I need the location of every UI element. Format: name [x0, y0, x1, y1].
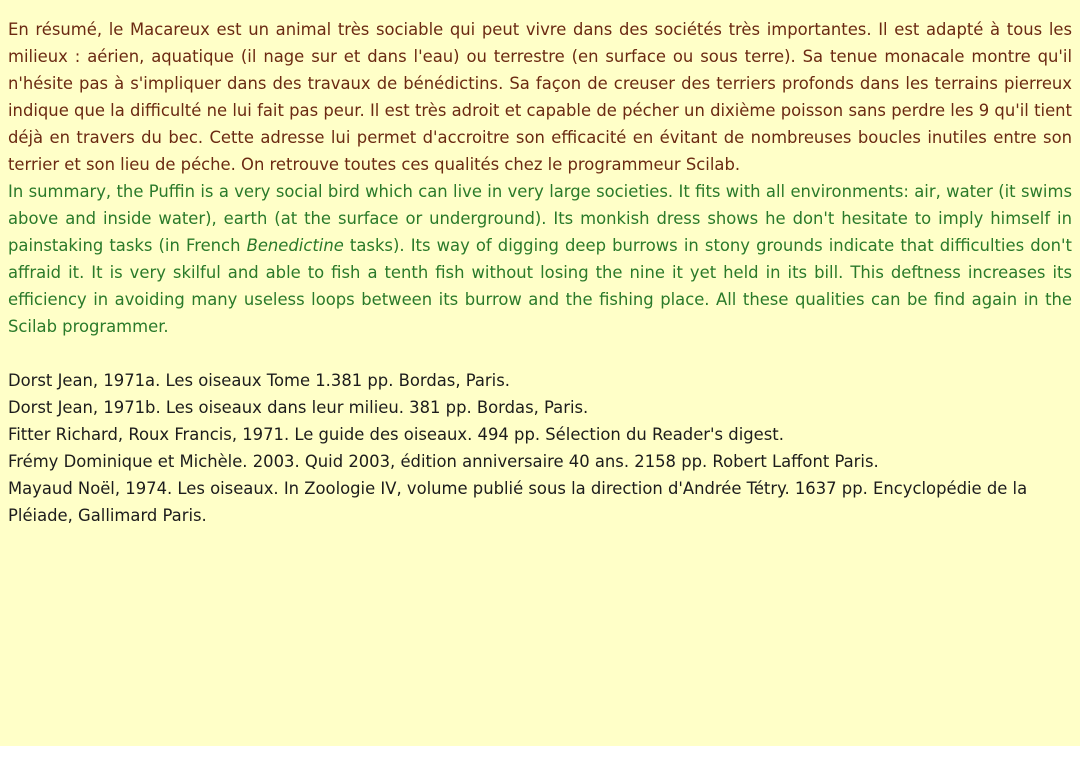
summary-english-emphasis: Benedictine [246, 236, 344, 255]
reference-item: Fitter Richard, Roux Francis, 1971. Le guide des oiseaux. 494 pp. Sélection du Reader's digest. [8, 425, 784, 444]
page-bottom-edge [0, 746, 1080, 764]
summary-english [8, 178, 1072, 340]
reference-item: Dorst Jean, 1971b. Les oiseaux dans leur milieu. 381 pp. Bordas, Paris. [8, 398, 589, 417]
reference-list [8, 367, 1072, 529]
summary-english-start: In summary, the Puffin is a very social bird which can live in very large societies. It fits with all environments: air, water (it swims above and inside water), earth (at the surface or underground). Its monkish dress shows he don't hesitate to imply himself in painstaking tasks (in French [8, 182, 1072, 255]
document-content [8, 16, 1072, 529]
summary-french: En résumé, le Macareux est un animal très sociable qui peut vivre dans des sociétés très importantes. Il est adapté à tous les milieux : aérien, aquatique (il nage sur et dans l'eau) ou terrestre (en surface ou sous terre). Sa tenue monacale montre qu'il n'hésite pas à s'impliquer dans des travaux de bénédictins. Sa façon de creuser des terriers profonds dans les terrains pierreux indique que la difficulté ne lui fait pas peur. Il est très adroit et capable de pécher un dixième poisson sans perdre les 9 qu'il tient déjà en travers du bec. Cette adresse lui permet d'accroitre son efficacité en évitant de nombreuses boucles inutiles entre son terrier et son lieu de péche. On retrouve toutes ces qualités chez le programmeur Scilab. [8, 20, 1072, 174]
spacer [8, 340, 1072, 367]
reference-item: Dorst Jean, 1971a. Les oiseaux Tome 1.381 pp. Bordas, Paris. [8, 371, 510, 390]
reference-item: Mayaud Noël, 1974. Les oiseaux. In Zoologie IV, volume publié sous la direction d'Andrée Tétry. 1637 pp. Encyclopédie de la Pléiade, Gallimard Paris. [8, 479, 1028, 525]
summary-english-end: tasks). Its way of digging deep burrows in stony grounds indicate that difficulties don't affraid it. It is very skilful and able to fish a tenth fish without losing the nine it yet held in its bill. This deftness increases its efficiency in avoiding many useless loops between its burrow and the fishing place. All these qualities can be find again in the Scilab programmer. [8, 236, 1072, 336]
reference-item: Frémy Dominique et Michèle. 2003. Quid 2003, édition anniversaire 40 ans. 2158 pp. Robert Laffont Paris. [8, 452, 879, 471]
